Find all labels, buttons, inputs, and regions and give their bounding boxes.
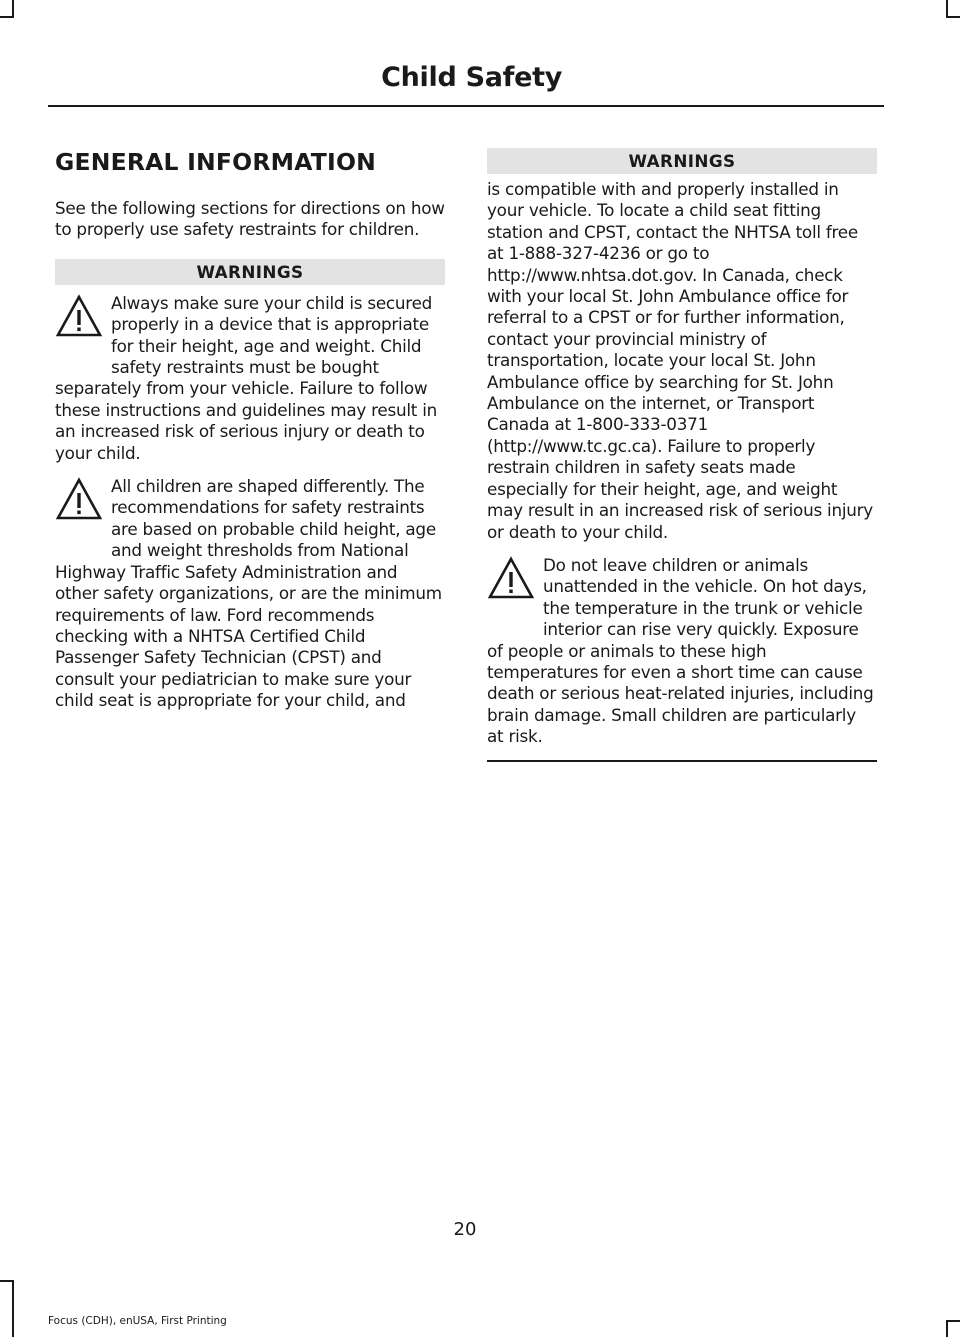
warnings-label: WARNINGS <box>487 148 877 174</box>
footer-text: Focus (CDH), enUSA, First Printing <box>48 1315 227 1327</box>
header-rule <box>48 105 884 107</box>
page-title: Child Safety <box>381 62 562 93</box>
warnings-label: WARNINGS <box>55 259 445 285</box>
crop-mark <box>12 1280 14 1337</box>
warning-triangle-icon <box>55 293 111 359</box>
warning-block <box>55 293 445 464</box>
warnings-end-rule <box>487 760 877 762</box>
crop-mark <box>946 1320 960 1322</box>
page-number: 20 <box>453 1219 477 1240</box>
warning-text: Do not leave children or animals unattended in the vehicle. On hot days, the temperature in the trunk or vehicle interior can rise very quickly. Exposure of people or animals to these high temperatures for even a short time can cause death or serious heat-related injuries, including brain damage. Small children are particularly at risk. <box>487 554 874 747</box>
warning-text: All children are shaped differently. The recommendations for safety restraints are based on probable child height, age and weight thresholds from National Highway Traffic Safety Administration and other safety organizations, or are the minimum requirements of law. Ford recommends checking with a NHTSA Certified Child Passenger Safety Technician (CPST) and consult your pediatrician to make sure your child seat is appropriate for your child, and <box>55 476 442 711</box>
crop-mark <box>0 1280 14 1282</box>
crop-mark <box>946 16 960 18</box>
warning-block <box>487 555 877 748</box>
section-heading: GENERAL INFORMATION <box>55 148 377 176</box>
warning-block <box>55 476 445 711</box>
warning-continuation-text: is compatible with and properly installed in your vehicle. To locate a child seat fitting station and CPST, contact the NHTSA toll free at 1-888-327-4236 or go to http://www.nhtsa.dot.gov. In Canada, check with your local St. John Ambulance office for referral to a CPST or for further information, contact your provincial ministry of transportation, locate your local St. John Ambulance office by searching for St. John Ambulance on the internet, or Transport Canada at 1-800-333-0371 (http://www.tc.gc.ca). Failure to properly restrain children in safety seats made especially for their height, age, and weight may result in an increased risk of serious injury or death to your child. <box>487 179 873 542</box>
intro-paragraph: See the following sections for directions on how to properly use safety restraints for children. <box>55 198 445 240</box>
left-column <box>55 148 445 724</box>
right-column <box>487 148 877 762</box>
warning-text: Always make sure your child is secured properly in a device that is appropriate for their height, age and weight. Child safety restraints must be bought separately from your vehicle. Failure to follow these instructions and guidelines may result in an increased risk of serious injury or death to your child. <box>55 292 437 463</box>
crop-mark <box>946 1320 948 1337</box>
warning-triangle-icon <box>487 555 543 621</box>
warning-triangle-icon <box>55 476 111 542</box>
crop-mark <box>0 16 14 18</box>
